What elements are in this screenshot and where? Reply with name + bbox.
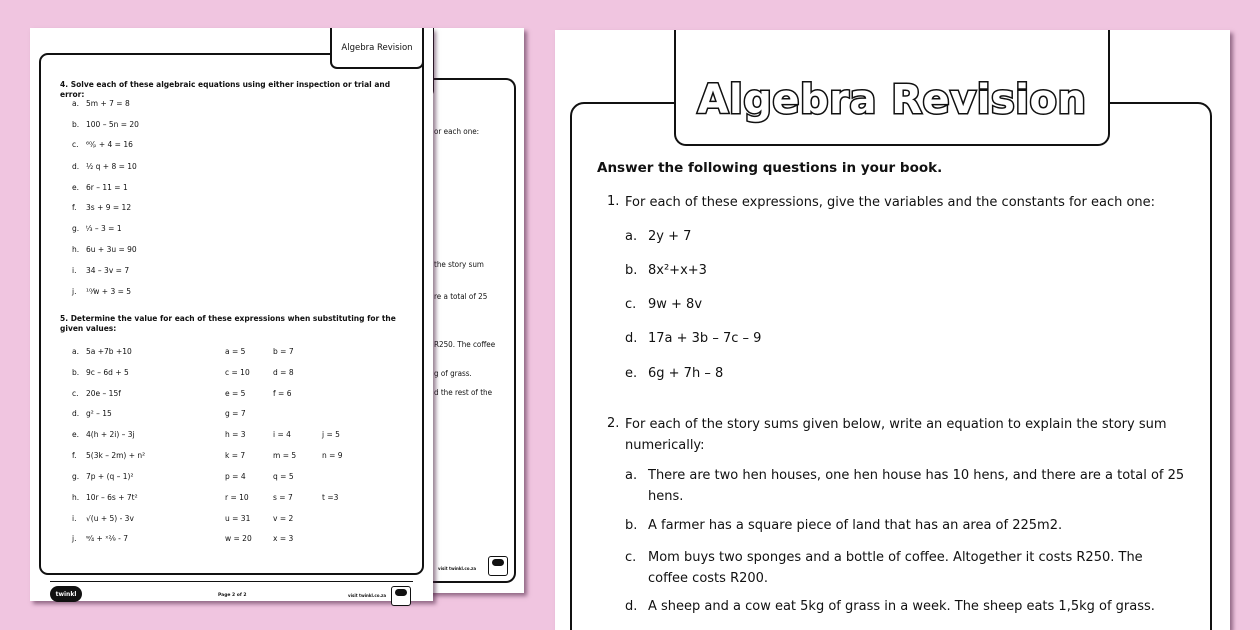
equation-text: 3s + 9 = 12 (86, 203, 132, 212)
item-label: b. (72, 368, 80, 377)
substitution-value: q = 5 (273, 472, 294, 481)
expression-text: ʷ⁄₄ + ˣ²⁄₉ - 7 (86, 534, 129, 543)
story-text: A farmer has a square piece of land that has an area of 225m2. (648, 518, 1063, 533)
substitution-value: x = 3 (273, 534, 294, 543)
story-sum-item (625, 465, 1185, 507)
story-sum-item (625, 596, 1185, 617)
item-label: b. (72, 120, 80, 129)
equation-item (72, 183, 128, 192)
worksheet-page-2 (30, 28, 433, 601)
title-tab (674, 30, 1110, 146)
equation-item (72, 245, 137, 254)
equation-text: ᵗ⁄₃ – 3 = 1 (86, 224, 122, 233)
expression-item (72, 368, 129, 377)
equation-item (72, 120, 139, 129)
partial-text: re a total of 25 (434, 292, 488, 301)
substitution-value: p = 4 (225, 472, 246, 481)
partial-text: the story sum (434, 260, 484, 269)
worksheet-page-1 (555, 30, 1230, 630)
item-label: b. (625, 518, 638, 533)
quality-badge-icon (488, 556, 508, 576)
footer-divider (50, 581, 413, 582)
item-label: h. (72, 493, 80, 502)
substitution-value: k = 7 (225, 451, 246, 460)
substitution-value: b = 7 (273, 347, 294, 356)
expression-text: 8x²+x+3 (648, 263, 707, 278)
substitution-value: a = 5 (225, 347, 246, 356)
item-label: f. (72, 203, 77, 212)
substitution-value: f = 6 (273, 389, 292, 398)
substitution-value: h = 3 (225, 430, 246, 439)
twinkl-logo: twinkl (50, 586, 82, 602)
substitution-value: n = 9 (322, 451, 343, 460)
worksheet-page-1-back (420, 28, 524, 593)
item-label: i. (72, 266, 77, 275)
expression-text: 20e – 15f (86, 389, 121, 398)
item-label: e. (72, 183, 79, 192)
equation-text: ½ q + 8 = 10 (86, 162, 137, 171)
item-label: a. (72, 99, 79, 108)
substitution-value: e = 5 (225, 389, 246, 398)
item-label: j. (72, 534, 77, 543)
equation-text: 5m + 7 = 8 (86, 99, 130, 108)
expression-text: 5a +7b +10 (86, 347, 132, 356)
expression-text: 5(3k – 2m) + n² (86, 451, 146, 460)
item-label: i. (72, 514, 77, 523)
expression-item (72, 472, 134, 481)
expression-text: 10r – 6s + 7t² (86, 493, 138, 502)
substitution-value: s = 7 (273, 493, 293, 502)
question-1-number: 1. (607, 194, 620, 209)
item-label: g. (72, 224, 80, 233)
quality-badge-icon (391, 586, 411, 606)
story-sum-item (625, 515, 1185, 536)
equation-item (72, 266, 129, 275)
question-1-prompt: For each of these expressions, give the variables and the constants for each one: (625, 195, 1156, 210)
expression-item (72, 409, 112, 418)
equation-item (72, 287, 131, 296)
item-label: b. (625, 263, 638, 278)
equation-text: 34 – 3v = 7 (86, 266, 130, 275)
expression-text: √(u + 5) - 3v (86, 514, 134, 523)
item-label: a. (625, 468, 638, 483)
item-label: d. (72, 409, 80, 418)
expression-item (72, 347, 132, 356)
item-label: e. (625, 366, 638, 381)
substitution-value: u = 31 (225, 514, 251, 523)
expression-item (72, 389, 121, 398)
substitution-value: r = 10 (225, 493, 249, 502)
partial-text: R250. The coffee (434, 340, 496, 349)
substitution-value: m = 5 (273, 451, 297, 460)
partial-text: g of grass. (434, 369, 472, 378)
substitution-value: d = 8 (273, 368, 294, 377)
question-2-prompt: For each of the story sums given below, write an equation to explain the story sum numerically: (625, 417, 1167, 453)
item-label: c. (625, 550, 637, 565)
story-sum-item (625, 547, 1185, 589)
substitution-value: i = 4 (273, 430, 291, 439)
expression-text: 6g + 7h – 8 (648, 366, 724, 381)
equation-item (72, 140, 133, 149)
item-label: c. (72, 389, 79, 398)
item-label: d. (625, 599, 638, 614)
expression-item (72, 451, 145, 460)
expression-item (72, 514, 134, 523)
item-label: a. (625, 229, 638, 244)
item-label: d. (625, 331, 638, 346)
equation-item (72, 224, 122, 233)
equation-item (72, 203, 131, 212)
partial-text: or each one: (434, 127, 480, 136)
content-frame (420, 78, 516, 583)
equation-text: 6r – 11 = 1 (86, 183, 128, 192)
partial-text: d the rest of the (434, 388, 493, 397)
substitution-value: t =3 (322, 493, 339, 502)
question-5-prompt: 5. Determine the value for each of these expressions when substituting for the given values: (60, 314, 396, 333)
question-2-number: 2. (607, 416, 620, 431)
item-label: j. (72, 287, 77, 296)
page-number: Page 2 of 2 (218, 593, 247, 598)
substitution-value: j = 5 (322, 430, 340, 439)
equation-text: 6u + 3u = 90 (86, 245, 137, 254)
equation-text: 100 – 5n = 20 (86, 120, 139, 129)
expression-item (72, 430, 135, 439)
story-text: A sheep and a cow eat 5kg of grass in a week. The sheep eats 1,5kg of grass. (648, 599, 1155, 614)
item-label: c. (625, 297, 637, 312)
header-tab: Algebra Revision (330, 28, 424, 69)
story-text: Mom buys two sponges and a bottle of coffee. Altogether it costs R250. The coffee costs R200. (648, 550, 1143, 586)
expression-text: 2y + 7 (648, 229, 692, 244)
expression-text: g² – 15 (86, 409, 112, 418)
substitution-value: c = 10 (225, 368, 250, 377)
page-title: Algebra Revision (697, 77, 1087, 123)
substitution-value: g = 7 (225, 409, 246, 418)
item-label: f. (72, 451, 77, 460)
equation-item (72, 162, 137, 171)
expression-text: 9c – 6d + 5 (86, 368, 129, 377)
story-text: There are two hen houses, one hen house has 10 hens, and there are a total of 25 hens. (648, 468, 1185, 504)
item-label: c. (72, 140, 79, 149)
item-label: h. (72, 245, 80, 254)
footer-visit-link: visit twinkl.co.za (348, 593, 387, 598)
item-label: g. (72, 472, 80, 481)
substitution-value: w = 20 (225, 534, 252, 543)
equation-text: ¹⁰⁄w + 3 = 5 (86, 287, 132, 296)
equation-item (72, 99, 130, 108)
expression-text: 17a + 3b – 7c – 9 (648, 331, 762, 346)
expression-item (72, 534, 128, 543)
item-label: a. (72, 347, 79, 356)
expression-item (72, 493, 138, 502)
question-4-prompt: 4. Solve each of these algebraic equations using either inspection or trial and error: (60, 80, 391, 99)
item-label: d. (72, 162, 80, 171)
expression-text: 4(h + 2i) – 3j (86, 430, 135, 439)
instruction-text: Answer the following questions in your book. (597, 160, 943, 176)
item-label: e. (72, 430, 79, 439)
equation-text: ⁶⁰⁄ₚ + 4 = 16 (86, 140, 133, 149)
expression-text: 9w + 8v (648, 297, 703, 312)
substitution-value: v = 2 (273, 514, 294, 523)
footer-visit-link: visit twinkl.co.za (438, 566, 477, 571)
expression-text: 7p + (q – 1)² (86, 472, 134, 481)
